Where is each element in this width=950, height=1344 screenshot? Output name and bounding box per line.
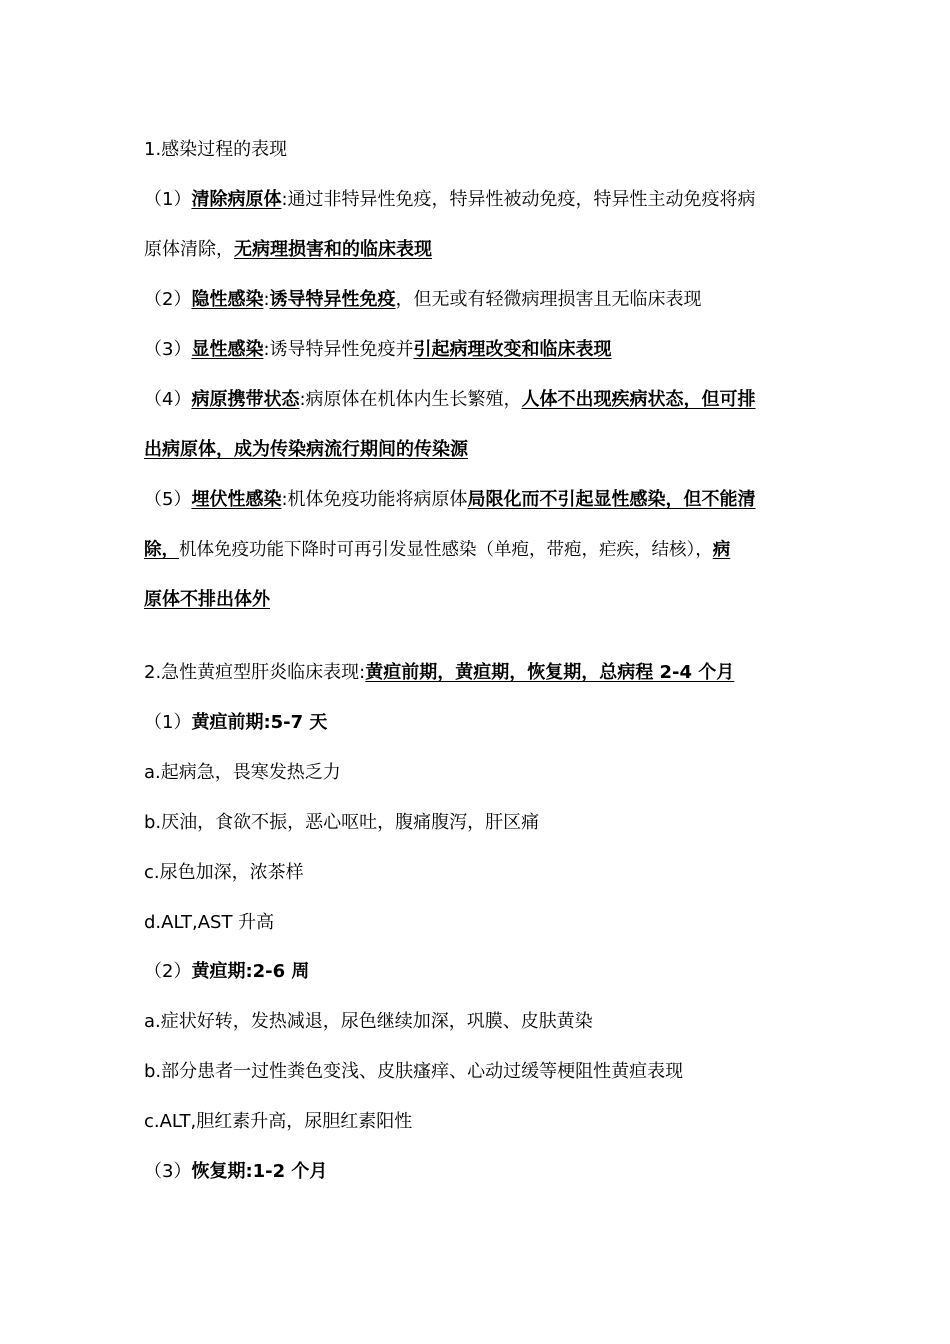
phase-1-a: a.起病急，畏寒发热乏力 — [144, 762, 341, 783]
term-latent-infection: 隐性感染 — [191, 289, 264, 310]
item-3: （3）显性感染:诱导特异性免疫并引起病理改变和临床表现 — [144, 339, 612, 360]
item-1-line-2: 原体清除，无病理损害和的临床表现 — [144, 239, 432, 260]
section-1-heading: 1.感染过程的表现 — [144, 139, 288, 160]
item-1-line-1: （1）清除病原体:通过非特异性免疫，特异性被动免疫，特异性主动免疫将病 — [144, 189, 756, 210]
phase-1-title: （1）黄疸前期:5-7 天 — [144, 712, 328, 733]
section-2-heading: 2.急性黄疸型肝炎临床表现:黄疸前期，黄疸期，恢复期，总病程 2-4 个月 — [144, 662, 735, 683]
term-latent-hidden-infection: 埋伏性感染 — [191, 489, 282, 510]
term-clear-pathogen: 清除病原体 — [191, 189, 282, 210]
phase-2-a: a.症状好转，发热减退，尿色继续加深，巩膜、皮肤黄染 — [144, 1011, 593, 1032]
item-4-line-1: （4）病原携带状态:病原体在机体内生长繁殖，人体不出现疾病状态，但可排 — [144, 389, 756, 410]
term-overt-infection: 显性感染 — [191, 339, 264, 360]
phase-1-b: b.厌油，食欲不振，恶心呕吐，腹痛腹泻，肝区痛 — [144, 812, 540, 833]
item-5-line-3: 原体不排出体外 — [144, 589, 270, 610]
item-5-line-1: （5）埋伏性感染:机体免疫功能将病原体局限化而不引起显性感染，但不能清 — [144, 489, 756, 510]
item-4-line-2: 出病原体，成为传染病流行期间的传染源 — [144, 439, 468, 460]
phase-1-d: d.ALT,AST 升高 — [144, 912, 275, 933]
phase-3-title: （3）恢复期:1-2 个月 — [144, 1161, 328, 1182]
phase-1-c: c.尿色加深，浓茶样 — [144, 862, 304, 883]
phase-2-c: c.ALT,胆红素升高，尿胆红素阳性 — [144, 1111, 413, 1132]
phase-2-b: b.部分患者一过性粪色变浅、皮肤瘙痒、心动过缓等梗阻性黄疸表现 — [144, 1061, 684, 1082]
item-5-line-2: 除，机体免疫功能下降时可再引发显性感染（单疱，带疱，疟疾，结核），病 — [144, 540, 731, 560]
phase-2-title: （2）黄疸期:2-6 周 — [144, 961, 310, 982]
term-carrier-state: 病原携带状态 — [191, 389, 300, 410]
item-2: （2）隐性感染:诱导特异性免疫，但无或有轻微病理损害且无临床表现 — [144, 289, 702, 310]
